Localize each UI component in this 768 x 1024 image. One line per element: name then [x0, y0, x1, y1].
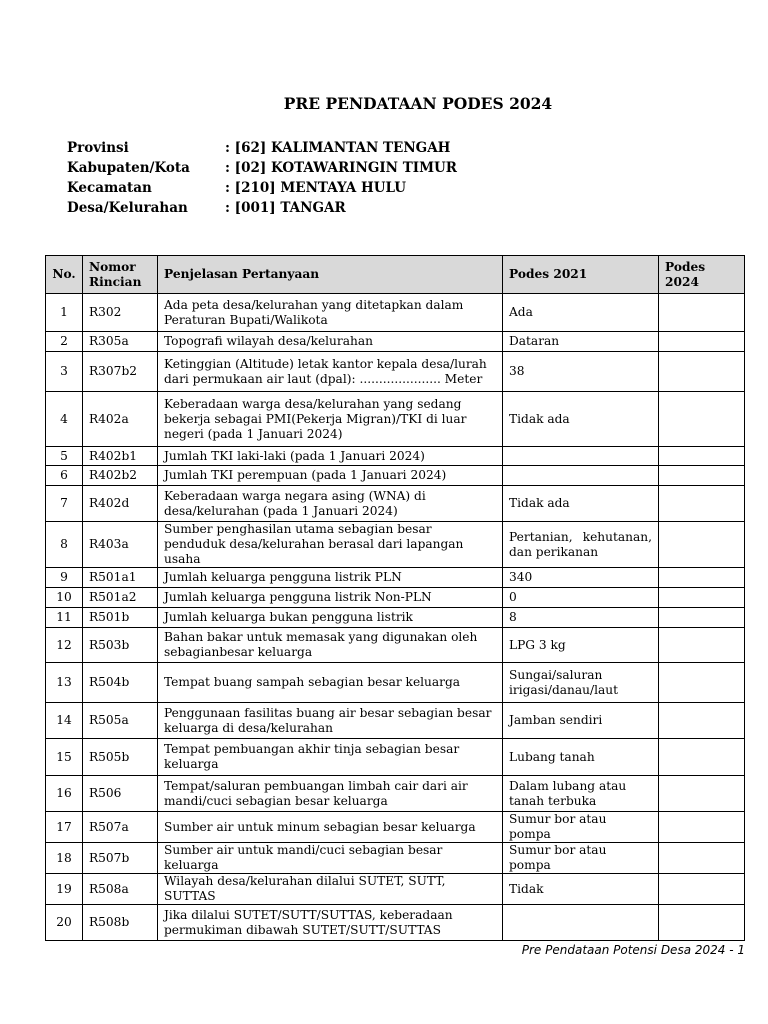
- penjelasan-cell: Jika dilalui SUTET/SUTT/SUTTAS, keberadaan permukiman dibawah SUTET/SUTT/SUTTAS: [158, 905, 503, 941]
- podes-2021-cell: Dataran: [503, 332, 659, 352]
- header-nomor-rincian: Nomor Rincian: [83, 256, 158, 294]
- penjelasan-cell: Wilayah desa/kelurahan dilalui SUTET, SUTT, SUTTAS: [158, 874, 503, 905]
- row-number-cell: 9: [46, 568, 83, 588]
- table-row: [46, 628, 745, 663]
- meta-label: Provinsi: [67, 140, 129, 156]
- row-number-cell: 2: [46, 332, 83, 352]
- table-row: [46, 294, 745, 332]
- nomor-rincian-cell: R507a: [83, 812, 158, 843]
- podes-2021-cell: [503, 447, 659, 466]
- header-podes-2021: Podes 2021: [503, 256, 659, 294]
- podes-2024-cell: [659, 812, 745, 843]
- table-row: [46, 332, 745, 352]
- penjelasan-cell: Tempat/saluran pembuangan limbah cair dari air mandi/cuci sebagian besar keluarga: [158, 776, 503, 812]
- row-number-cell: 17: [46, 812, 83, 843]
- meta-row-desa: [67, 198, 457, 218]
- location-info: [67, 138, 457, 218]
- podes-2021-cell: Sumur bor atau pompa: [503, 843, 659, 874]
- penjelasan-cell: Sumber air untuk minum sebagian besar keluarga: [158, 812, 503, 843]
- podes-2024-cell: [659, 466, 745, 486]
- podes-2021-cell: Tidak: [503, 874, 659, 905]
- podes-2021-cell: Lubang tanah: [503, 739, 659, 776]
- podes-2021-cell: [503, 905, 659, 941]
- document-title: PRE PENDATAAN PODES 2024: [283, 94, 553, 113]
- table-row: [46, 352, 745, 392]
- podes-2024-cell: [659, 608, 745, 628]
- row-number-cell: 10: [46, 588, 83, 608]
- row-number-cell: 7: [46, 486, 83, 522]
- podes-2024-cell: [659, 588, 745, 608]
- table-row: [46, 392, 745, 447]
- penjelasan-cell: Topografi wilayah desa/kelurahan: [158, 332, 503, 352]
- penjelasan-cell: Sumber penghasilan utama sebagian besar penduduk desa/kelurahan berasal dari lapangan usaha: [158, 522, 503, 568]
- nomor-rincian-cell: R508b: [83, 905, 158, 941]
- row-number-cell: 8: [46, 522, 83, 568]
- nomor-rincian-cell: R403a: [83, 522, 158, 568]
- header-penjelasan: Penjelasan Pertanyaan: [158, 256, 503, 294]
- row-number-cell: 18: [46, 843, 83, 874]
- nomor-rincian-cell: R508a: [83, 874, 158, 905]
- row-number-cell: 3: [46, 352, 83, 392]
- penjelasan-cell: Tempat pembuangan akhir tinja sebagian besar keluarga: [158, 739, 503, 776]
- penjelasan-cell: Jumlah keluarga pengguna listrik PLN: [158, 568, 503, 588]
- penjelasan-cell: Ketinggian (Altitude) letak kantor kepala desa/lurah dari permukaan air laut (dpal): ..................... Meter: [158, 352, 503, 392]
- nomor-rincian-cell: R402a: [83, 392, 158, 447]
- table-row: [46, 843, 745, 874]
- podes-2021-cell: 340: [503, 568, 659, 588]
- table-row: [46, 486, 745, 522]
- page-footer: Pre Pendataan Potensi Desa 2024 - 1: [521, 943, 745, 957]
- meta-row-provinsi: [67, 138, 457, 158]
- meta-row-kabupaten: [67, 158, 457, 178]
- row-number-cell: 11: [46, 608, 83, 628]
- meta-label: Desa/Kelurahan: [67, 200, 188, 216]
- meta-value: : [210] MENTAYA HULU: [225, 180, 407, 196]
- table-row: [46, 447, 745, 466]
- podes-2021-cell: Dalam lubang atau tanah terbuka: [503, 776, 659, 812]
- penjelasan-cell: Keberadaan warga negara asing (WNA) di desa/kelurahan (pada 1 Januari 2024): [158, 486, 503, 522]
- podes-2024-cell: [659, 486, 745, 522]
- meta-value: : [001] TANGAR: [225, 200, 346, 216]
- podes-2024-cell: [659, 776, 745, 812]
- podes-2024-cell: [659, 628, 745, 663]
- podes-2021-cell: Sungai/saluran irigasi/danau/laut: [503, 663, 659, 703]
- penjelasan-cell: Jumlah TKI laki-laki (pada 1 Januari 2024): [158, 447, 503, 466]
- podes-2021-cell: 8: [503, 608, 659, 628]
- podes-2024-cell: [659, 522, 745, 568]
- row-number-cell: 1: [46, 294, 83, 332]
- table-row: [46, 466, 745, 486]
- nomor-rincian-cell: R503b: [83, 628, 158, 663]
- podes-2024-cell: [659, 843, 745, 874]
- podes-2021-cell: Tidak ada: [503, 486, 659, 522]
- podes-2021-cell: Jamban sendiri: [503, 703, 659, 739]
- table-row: [46, 588, 745, 608]
- nomor-rincian-cell: R402d: [83, 486, 158, 522]
- table-row: [46, 568, 745, 588]
- row-number-cell: 16: [46, 776, 83, 812]
- penjelasan-cell: Bahan bakar untuk memasak yang digunakan oleh sebagianbesar keluarga: [158, 628, 503, 663]
- table-row: [46, 703, 745, 739]
- podes-2024-cell: [659, 663, 745, 703]
- nomor-rincian-cell: R307b2: [83, 352, 158, 392]
- podes-2021-cell: 38: [503, 352, 659, 392]
- podes-2021-cell: LPG 3 kg: [503, 628, 659, 663]
- podes-2024-cell: [659, 392, 745, 447]
- podes-2021-cell: Tidak ada: [503, 392, 659, 447]
- row-number-cell: 15: [46, 739, 83, 776]
- podes-2021-cell: [503, 466, 659, 486]
- row-number-cell: 5: [46, 447, 83, 466]
- nomor-rincian-cell: R506: [83, 776, 158, 812]
- table-body: [46, 294, 745, 941]
- podes-table: [45, 255, 745, 941]
- podes-2024-cell: [659, 332, 745, 352]
- table-row: [46, 663, 745, 703]
- header-podes-2024: Podes 2024: [659, 256, 745, 294]
- meta-label: Kecamatan: [67, 180, 152, 196]
- nomor-rincian-cell: R302: [83, 294, 158, 332]
- nomor-rincian-cell: R402b1: [83, 447, 158, 466]
- podes-2021-cell: Sumur bor atau pompa: [503, 812, 659, 843]
- podes-2024-cell: [659, 905, 745, 941]
- penjelasan-cell: Sumber air untuk mandi/cuci sebagian besar keluarga: [158, 843, 503, 874]
- row-number-cell: 4: [46, 392, 83, 447]
- podes-2021-cell: Ada: [503, 294, 659, 332]
- podes-2024-cell: [659, 703, 745, 739]
- podes-2021-cell: Pertanian, kehutanan, dan perikanan: [503, 522, 659, 568]
- nomor-rincian-cell: R402b2: [83, 466, 158, 486]
- nomor-rincian-cell: R501a2: [83, 588, 158, 608]
- nomor-rincian-cell: R305a: [83, 332, 158, 352]
- row-number-cell: 6: [46, 466, 83, 486]
- row-number-cell: 20: [46, 905, 83, 941]
- podes-2021-cell: 0: [503, 588, 659, 608]
- nomor-rincian-cell: R505b: [83, 739, 158, 776]
- nomor-rincian-cell: R501a1: [83, 568, 158, 588]
- table-row: [46, 608, 745, 628]
- podes-2024-cell: [659, 568, 745, 588]
- meta-value: : [02] KOTAWARINGIN TIMUR: [225, 160, 458, 176]
- penjelasan-cell: Tempat buang sampah sebagian besar keluarga: [158, 663, 503, 703]
- table-row: [46, 812, 745, 843]
- penjelasan-cell: Jumlah keluarga bukan pengguna listrik: [158, 608, 503, 628]
- row-number-cell: 19: [46, 874, 83, 905]
- nomor-rincian-cell: R507b: [83, 843, 158, 874]
- penjelasan-cell: Penggunaan fasilitas buang air besar sebagian besar keluarga di desa/kelurahan: [158, 703, 503, 739]
- nomor-rincian-cell: R504b: [83, 663, 158, 703]
- penjelasan-cell: Jumlah TKI perempuan (pada 1 Januari 2024): [158, 466, 503, 486]
- meta-label: Kabupaten/Kota: [67, 160, 190, 176]
- podes-2024-cell: [659, 352, 745, 392]
- meta-row-kecamatan: [67, 178, 457, 198]
- table-row: [46, 874, 745, 905]
- podes-2024-cell: [659, 447, 745, 466]
- podes-2024-cell: [659, 294, 745, 332]
- table-header-row: [46, 256, 745, 294]
- header-no: No.: [46, 256, 83, 294]
- row-number-cell: 14: [46, 703, 83, 739]
- table-row: [46, 522, 745, 568]
- table-row: [46, 776, 745, 812]
- penjelasan-cell: Jumlah keluarga pengguna listrik Non-PLN: [158, 588, 503, 608]
- table-row: [46, 739, 745, 776]
- podes-2024-cell: [659, 739, 745, 776]
- table-row: [46, 905, 745, 941]
- row-number-cell: 13: [46, 663, 83, 703]
- nomor-rincian-cell: R501b: [83, 608, 158, 628]
- row-number-cell: 12: [46, 628, 83, 663]
- podes-2024-cell: [659, 874, 745, 905]
- nomor-rincian-cell: R505a: [83, 703, 158, 739]
- penjelasan-cell: Ada peta desa/kelurahan yang ditetapkan dalam Peraturan Bupati/Walikota: [158, 294, 503, 332]
- meta-value: : [62] KALIMANTAN TENGAH: [225, 140, 451, 156]
- penjelasan-cell: Keberadaan warga desa/kelurahan yang sedang bekerja sebagai PMI(Pekerja Migran)/TKI di luar negeri (pada 1 Januari 2024): [158, 392, 503, 447]
